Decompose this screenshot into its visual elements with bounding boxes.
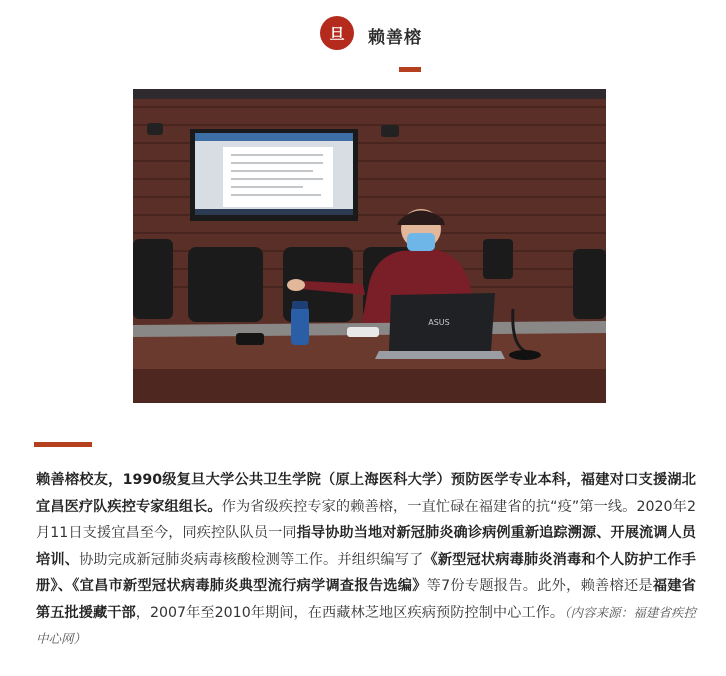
section-divider: [34, 442, 92, 447]
content-source: （内容来源：福建省疾控中心网）: [36, 604, 696, 646]
camera-left-icon: [147, 123, 163, 135]
laptop-brand: ASUS: [428, 318, 450, 327]
body-segment: 作为省级疾控专家的赖善榕，一直忙碌在福建省的抗“疫”第一线。2020年2月11日支援宜昌至今，同疾控队队员一同: [36, 498, 696, 541]
camera-right-icon: [381, 125, 399, 137]
body-segment-bold: 赖善榕校友，1990级复旦大学公共卫生学院（原上海医科大学）预防医学专业本科，福建对口支援湖北宜昌医疗队疾控专家组组长。: [36, 472, 696, 515]
body-segment-bold: 指导协助当地对新冠肺炎确诊病例重新追踪溯源、开展流调人员培训、: [36, 525, 696, 568]
body-segment-bold: 《新型冠状病毒肺炎消毒和个人防护工作手册》、《宜昌市新型冠状病毒肺炎典型流行病学调查报告选编》: [36, 551, 696, 594]
meeting-room-photo: [133, 89, 606, 403]
article-header: [0, 14, 726, 64]
fudan-logo-icon: 旦: [320, 16, 354, 50]
body-segment: 协助完成新冠肺炎病毒核酸检测等工作。并组织编写了: [79, 551, 424, 568]
body-segment: ，2007年至2010年期间，在西藏林芝地区疾病预防控制中心工作。: [135, 604, 565, 621]
article-photo: [133, 89, 606, 403]
person-name: 赖善榕: [368, 28, 422, 48]
article-body: [36, 467, 696, 653]
body-segment: 等7份专题报告。此外，赖善榕还是: [426, 578, 653, 594]
name-underline: [399, 67, 421, 72]
body-segment-bold: 福建省第五批援藏干部: [36, 578, 696, 621]
